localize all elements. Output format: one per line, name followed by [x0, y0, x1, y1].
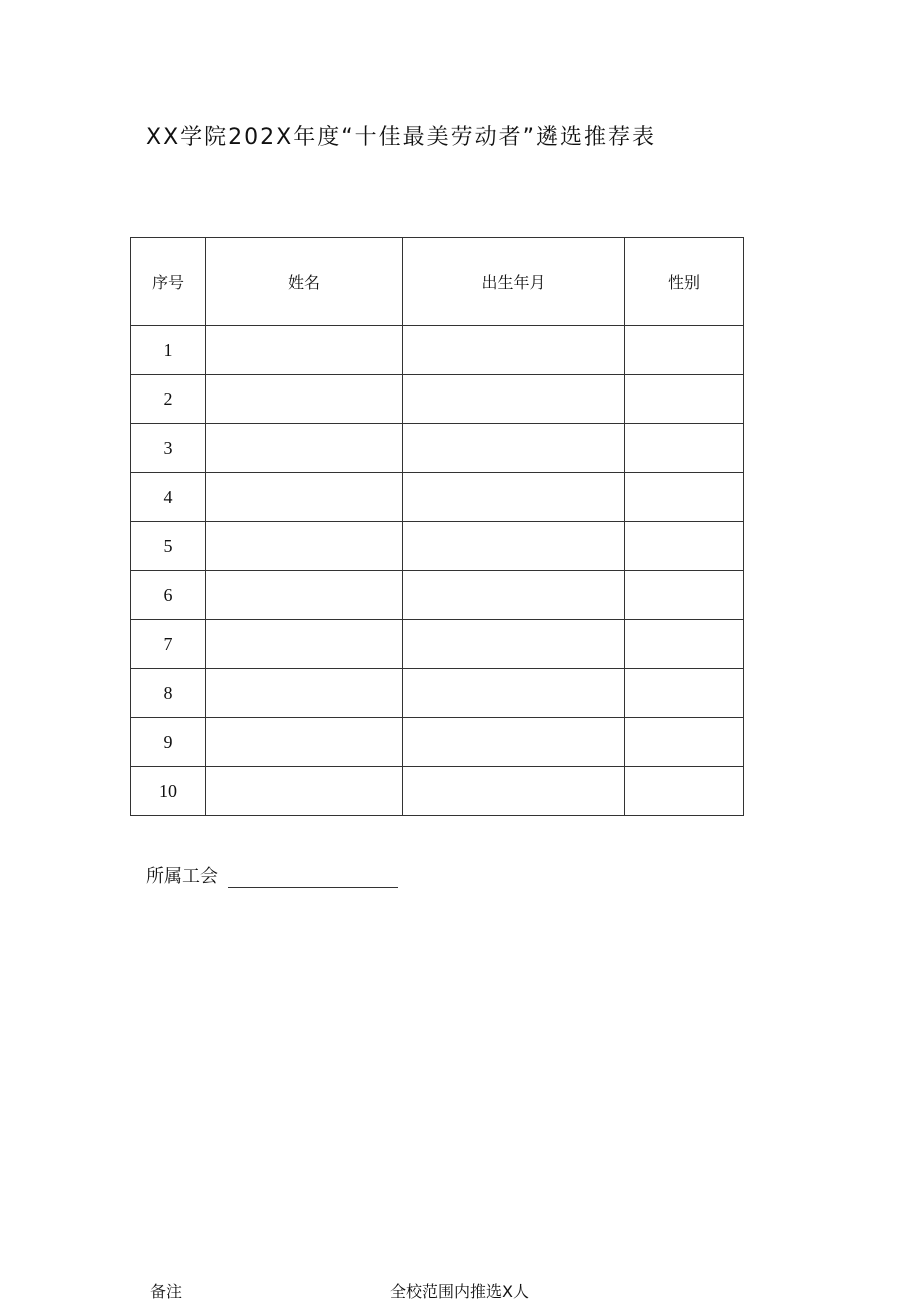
serial-cell: 5	[131, 522, 206, 571]
name-cell[interactable]	[206, 473, 403, 522]
serial-cell: 4	[131, 473, 206, 522]
name-cell[interactable]	[206, 767, 403, 816]
gender-cell[interactable]	[625, 718, 744, 767]
serial-cell: 9	[131, 718, 206, 767]
table-row	[131, 522, 744, 571]
gender-cell[interactable]	[625, 620, 744, 669]
name-cell[interactable]	[206, 571, 403, 620]
birth-cell[interactable]	[403, 375, 625, 424]
header-gender: 性别	[625, 238, 744, 326]
serial-cell: 3	[131, 424, 206, 473]
name-cell[interactable]	[206, 326, 403, 375]
page-title: XX学院202X年度“十佳最美劳动者”遴选推荐表	[146, 125, 657, 150]
union-label: 所属工会	[146, 866, 218, 887]
remark-label: 备注	[150, 1282, 183, 1301]
table-row	[131, 473, 744, 522]
gender-cell[interactable]	[625, 424, 744, 473]
serial-cell: 8	[131, 669, 206, 718]
nomination-table	[130, 237, 744, 816]
birth-cell[interactable]	[403, 620, 625, 669]
table-header-row	[131, 238, 744, 326]
gender-cell[interactable]	[625, 375, 744, 424]
table-row	[131, 571, 744, 620]
header-name: 姓名	[206, 238, 403, 326]
name-cell[interactable]	[206, 522, 403, 571]
birth-cell[interactable]	[403, 522, 625, 571]
header-serial: 序号	[131, 238, 206, 326]
gender-cell[interactable]	[625, 473, 744, 522]
name-cell[interactable]	[206, 620, 403, 669]
name-cell[interactable]	[206, 718, 403, 767]
table-row	[131, 326, 744, 375]
gender-cell[interactable]	[625, 669, 744, 718]
name-cell[interactable]	[206, 375, 403, 424]
birth-cell[interactable]	[403, 473, 625, 522]
serial-cell: 10	[131, 767, 206, 816]
gender-cell[interactable]	[625, 767, 744, 816]
gender-cell[interactable]	[625, 522, 744, 571]
gender-cell[interactable]	[625, 571, 744, 620]
table-row	[131, 669, 744, 718]
birth-cell[interactable]	[403, 326, 625, 375]
serial-cell: 7	[131, 620, 206, 669]
union-field[interactable]	[228, 869, 398, 888]
name-cell[interactable]	[206, 669, 403, 718]
header-birth-date: 出生年月	[403, 238, 625, 326]
table-row	[131, 375, 744, 424]
birth-cell[interactable]	[403, 718, 625, 767]
serial-cell: 2	[131, 375, 206, 424]
union-line	[146, 862, 398, 888]
table-row	[131, 718, 744, 767]
serial-cell: 1	[131, 326, 206, 375]
birth-cell[interactable]	[403, 767, 625, 816]
table-row	[131, 767, 744, 816]
name-cell[interactable]	[206, 424, 403, 473]
serial-cell: 6	[131, 571, 206, 620]
gender-cell[interactable]	[625, 326, 744, 375]
remark-text: 全校范围内推选X人	[390, 1282, 529, 1301]
table-row	[131, 424, 744, 473]
table-row	[131, 620, 744, 669]
birth-cell[interactable]	[403, 669, 625, 718]
birth-cell[interactable]	[403, 424, 625, 473]
birth-cell[interactable]	[403, 571, 625, 620]
